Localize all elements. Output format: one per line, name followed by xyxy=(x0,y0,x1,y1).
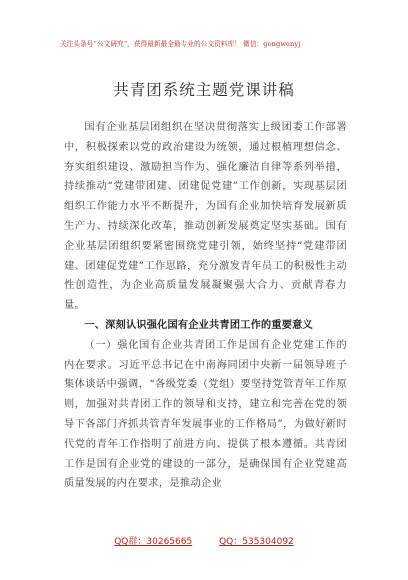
header-note: 关注头条号“公文研究”，获得最新最全最专业的公文资料库！ 微信：gongwenyj xyxy=(60,40,301,48)
section-paragraph: （一）强化国有企业共青团工作是国有企业党建工作的内在要求。习近平总书记在中南海同团中央新一届领导班子集体谈话中强调，“各级党委（党组）要坚持党管青年工作原则，加强对共青团工作的领导和支持，建立和完善在党的领导下各部门齐抓共管青年发展事业的工作格局”，为做好新时代党的青年工作指明了前进方向、提供了根本遵循。共青团工作是国有企业党的建设的一部分，是确保国有企业党建高质量发展的内在要求，是推动企业 xyxy=(64,339,347,490)
footer-qq: QQ：535304092 xyxy=(219,537,294,547)
footer-qq-group: QQ群：30265665 xyxy=(114,537,193,547)
section-heading: 一、深刻认识强化国有企业共青团工作的重要意义 xyxy=(84,319,313,331)
document-body xyxy=(64,118,347,494)
document-title: 共青团系统主题党课讲稿 xyxy=(113,81,295,99)
footer xyxy=(0,534,408,547)
intro-paragraph: 国有企业基层团组织在坚决贯彻落实上级团委工作部署中，积极探索以党的政治建设为统领，通过根植理想信念、夯实组织建设、激励担当作为、强化廉洁自律等系列举措，持续推动“党建带团建、团建促党建”工作创新，实现基层团组织工作能力水平不断提升，为国有企业加快培育发展新质生产力、持续深化改革，推动创新发展奠定坚实基础。国有企业基层团组织要紧密围绕党建引领，始终坚持“党建带团建、团建促党建”工作思路，充分激发青年员工的积极性主动性创造性，为企业高质量发展凝聚强大合力、贡献青春力量。 xyxy=(64,122,347,312)
